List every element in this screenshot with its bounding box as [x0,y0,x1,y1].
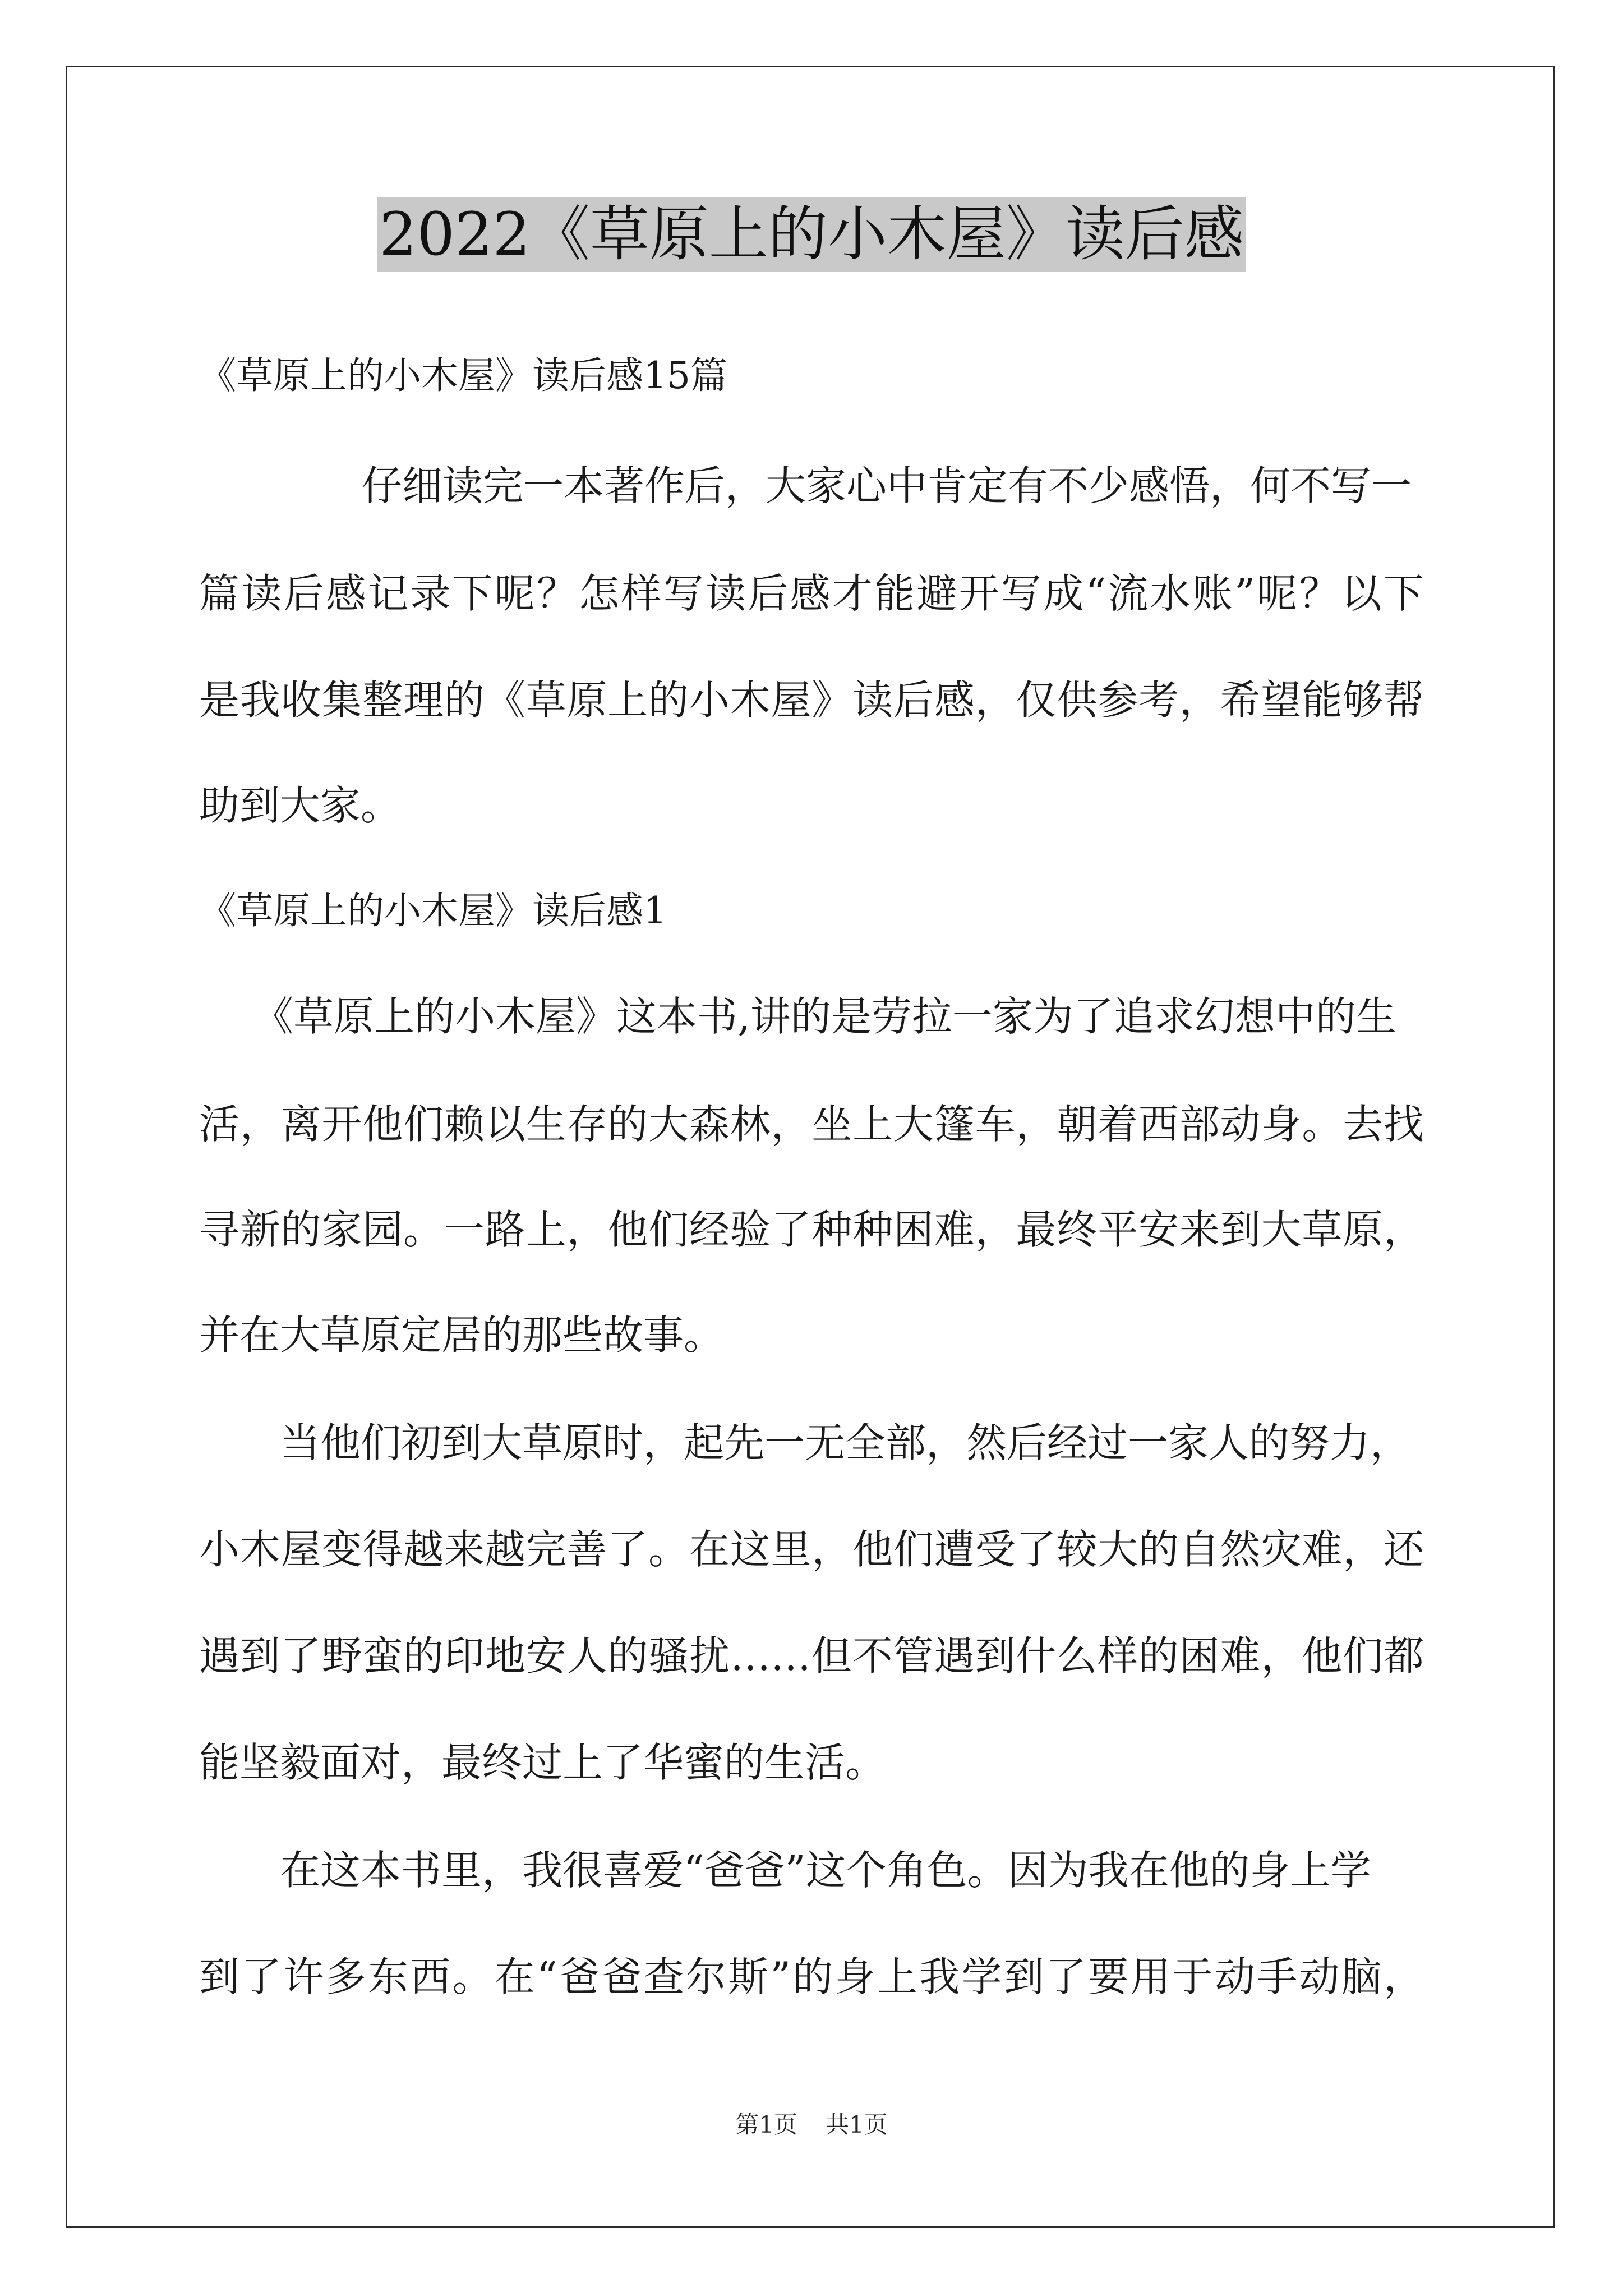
p2-line-3: 遇到了野蛮的印地安人的骚扰……但不管遇到什么样的困难，他们都 [199,1632,1424,1680]
intro-line-3: 是我收集整理的《草原上的小木屋》读后感，仅供参考，希望能够帮 [199,677,1424,724]
p2-line-4: 能坚毅面对，最终过上了华蜜的生活。 [199,1739,886,1786]
intro-line-2: 篇读后感记录下呢？怎样写读后感才能避开写成“流水账”呢？以下 [199,570,1424,617]
p1-line-4: 并在大草原定居的那些故事。 [199,1312,725,1359]
subtitle: 《草原上的小木屋》读后感15篇 [199,354,727,397]
intro-line-4: 助到大家。 [199,782,402,829]
title-container [0,197,1623,272]
p2-line-2: 小木屋变得越来越完善了。在这里，他们遭受了较大的自然灾难，还 [199,1526,1424,1573]
section-heading: 《草原上的小木屋》读后感1 [199,889,667,932]
page-total: 共1页 [826,2111,888,2138]
intro-line-1: 仔细读完一本著作后，大家心中肯定有不少感悟，何不写一 [362,462,1412,509]
p3-line-1: 在这本书里，我很喜爱“爸爸”这个角色。因为我在他的身上学 [280,1847,1371,1894]
document-title: 2022《草原上的小木屋》读后感 [377,197,1246,272]
p2-line-1: 当他们初到大草原时，起先一无全部，然后经过一家人的努力， [280,1419,1411,1466]
page-number: 第1页 [735,2111,797,2138]
p1-line-2: 活，离开他们赖以生存的大森林，坐上大篷车，朝着西部动身。去找 [199,1101,1424,1148]
page-footer [0,2109,1623,2141]
p3-line-2: 到了许多东西。在“爸爸查尔斯”的身上我学到了要用于动手动脑， [199,1953,1424,2000]
p1-line-3: 寻新的家园。一路上，他们经验了种种困难，最终平安来到大草原， [199,1206,1424,1253]
p1-line-1: 《草原上的小木屋》这本书,讲的是劳拉一家为了追求幻想中的生 [253,993,1396,1040]
